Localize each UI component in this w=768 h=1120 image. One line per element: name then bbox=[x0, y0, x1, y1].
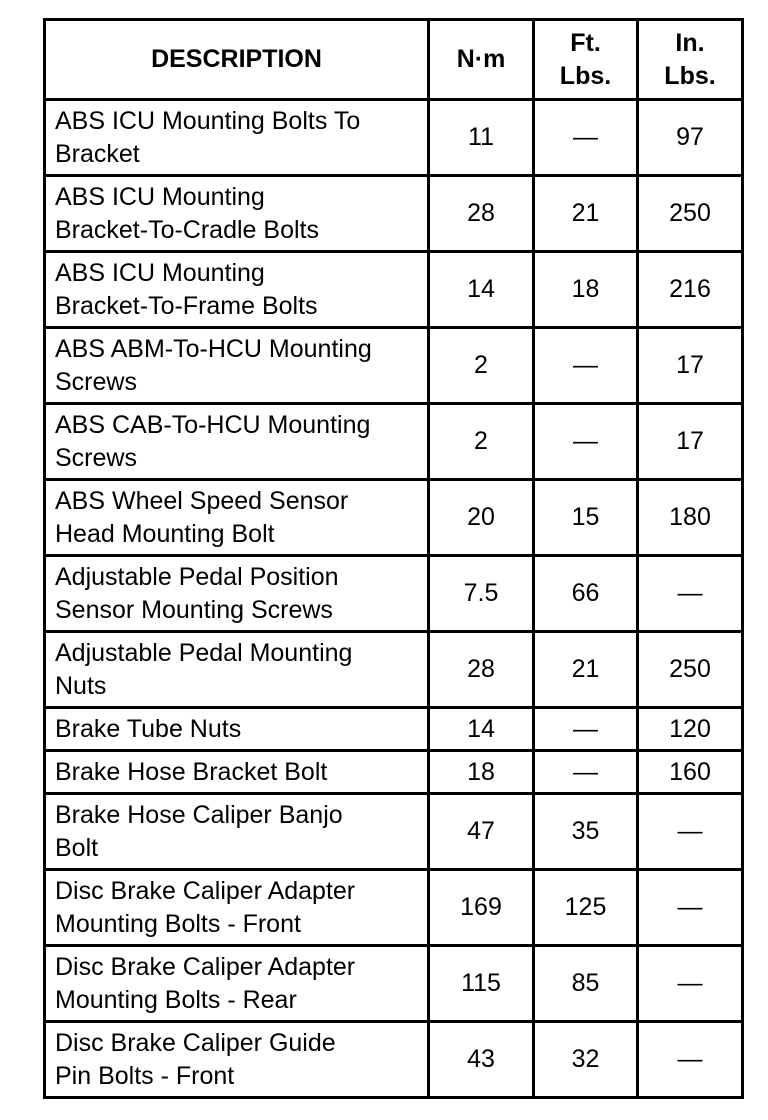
table-row bbox=[45, 946, 743, 1022]
description-line1: ABS ICU Mounting bbox=[55, 182, 265, 211]
cell-in-lbs: 97 bbox=[638, 100, 743, 176]
description-line2: Bracket-To-Frame Bolts bbox=[55, 291, 318, 320]
description-line2: Head Mounting Bolt bbox=[55, 519, 275, 548]
cell-description bbox=[45, 751, 429, 794]
cell-ft-lbs: 32 bbox=[534, 1022, 638, 1098]
cell-nm: 2 bbox=[429, 328, 534, 404]
cell-in-lbs: 180 bbox=[638, 480, 743, 556]
cell-in-lbs: — bbox=[638, 946, 743, 1022]
cell-ft-lbs: 125 bbox=[534, 870, 638, 946]
column-header-ft-label-line2: Lbs. bbox=[559, 61, 612, 90]
cell-in-lbs: — bbox=[638, 556, 743, 632]
cell-in-lbs: 120 bbox=[638, 708, 743, 751]
description-line1: Disc Brake Caliper Adapter bbox=[55, 876, 356, 905]
cell-nm: 28 bbox=[429, 632, 534, 708]
description-line2: Mounting Bolts - Front bbox=[55, 909, 301, 938]
torque-spec-table bbox=[43, 18, 744, 1099]
cell-description bbox=[45, 100, 429, 176]
cell-description bbox=[45, 870, 429, 946]
cell-ft-lbs: 85 bbox=[534, 946, 638, 1022]
table-row bbox=[45, 328, 743, 404]
cell-in-lbs: 17 bbox=[638, 328, 743, 404]
column-header-description bbox=[45, 20, 429, 100]
description-line1: Adjustable Pedal Position bbox=[55, 562, 339, 591]
cell-in-lbs: 17 bbox=[638, 404, 743, 480]
column-header-nm-label: N·m bbox=[456, 45, 506, 73]
description-line1: ABS ICU Mounting Bolts To bbox=[55, 106, 361, 135]
cell-ft-lbs: — bbox=[534, 100, 638, 176]
cell-description bbox=[45, 1022, 429, 1098]
description-line1: ABS ABM-To-HCU Mounting bbox=[55, 334, 372, 363]
cell-in-lbs: 216 bbox=[638, 252, 743, 328]
cell-description bbox=[45, 946, 429, 1022]
column-header-in-label-line2: Lbs. bbox=[664, 61, 716, 90]
description-line1: Adjustable Pedal Mounting bbox=[55, 638, 353, 667]
description-line1: ABS CAB-To-HCU Mounting bbox=[55, 410, 371, 439]
column-header-description-label: DESCRIPTION bbox=[151, 45, 322, 73]
cell-ft-lbs: 21 bbox=[534, 176, 638, 252]
description-line1: Brake Tube Nuts bbox=[55, 714, 242, 743]
table-row bbox=[45, 252, 743, 328]
description-line1: Brake Hose Caliper Banjo bbox=[55, 800, 343, 829]
column-header-in-label-line1: In. bbox=[675, 28, 705, 57]
table-row bbox=[45, 480, 743, 556]
cell-description bbox=[45, 708, 429, 751]
cell-description bbox=[45, 632, 429, 708]
cell-nm: 2 bbox=[429, 404, 534, 480]
cell-nm: 47 bbox=[429, 794, 534, 870]
cell-in-lbs: — bbox=[638, 794, 743, 870]
cell-nm: 18 bbox=[429, 751, 534, 794]
cell-nm: 7.5 bbox=[429, 556, 534, 632]
table-row bbox=[45, 556, 743, 632]
cell-ft-lbs: 35 bbox=[534, 794, 638, 870]
cell-description bbox=[45, 794, 429, 870]
description-line2: Nuts bbox=[55, 671, 107, 700]
table-header-row bbox=[45, 20, 743, 100]
table-row bbox=[45, 751, 743, 794]
description-line1: ABS ICU Mounting bbox=[55, 258, 265, 287]
cell-in-lbs: — bbox=[638, 870, 743, 946]
table-row bbox=[45, 404, 743, 480]
cell-ft-lbs: 66 bbox=[534, 556, 638, 632]
cell-ft-lbs: 21 bbox=[534, 632, 638, 708]
cell-nm: 14 bbox=[429, 708, 534, 751]
cell-description bbox=[45, 556, 429, 632]
cell-ft-lbs: — bbox=[534, 328, 638, 404]
description-line2: Bracket bbox=[55, 139, 140, 168]
cell-nm: 28 bbox=[429, 176, 534, 252]
cell-ft-lbs: 18 bbox=[534, 252, 638, 328]
cell-description bbox=[45, 252, 429, 328]
cell-ft-lbs: — bbox=[534, 751, 638, 794]
cell-nm: 14 bbox=[429, 252, 534, 328]
cell-ft-lbs: — bbox=[534, 708, 638, 751]
cell-description bbox=[45, 480, 429, 556]
cell-ft-lbs: 15 bbox=[534, 480, 638, 556]
cell-in-lbs: 250 bbox=[638, 176, 743, 252]
cell-in-lbs: — bbox=[638, 1022, 743, 1098]
cell-nm: 43 bbox=[429, 1022, 534, 1098]
column-header-nm bbox=[429, 20, 534, 100]
cell-nm: 115 bbox=[429, 946, 534, 1022]
description-line2: Screws bbox=[55, 443, 137, 472]
description-line2: Bracket-To-Cradle Bolts bbox=[55, 215, 319, 244]
table-row bbox=[45, 176, 743, 252]
description-line2: Bolt bbox=[55, 833, 99, 862]
table-row bbox=[45, 794, 743, 870]
cell-ft-lbs: — bbox=[534, 404, 638, 480]
table-row bbox=[45, 870, 743, 946]
cell-nm: 169 bbox=[429, 870, 534, 946]
cell-description bbox=[45, 404, 429, 480]
table-body bbox=[45, 100, 743, 1098]
description-line2: Screws bbox=[55, 367, 137, 396]
description-line2: Mounting Bolts - Rear bbox=[55, 985, 297, 1014]
description-line1: ABS Wheel Speed Sensor bbox=[55, 486, 349, 515]
table-row bbox=[45, 708, 743, 751]
description-line1: Brake Hose Bracket Bolt bbox=[55, 757, 328, 786]
column-header-ft-lbs bbox=[534, 20, 638, 100]
cell-nm: 11 bbox=[429, 100, 534, 176]
table-row bbox=[45, 632, 743, 708]
description-line1: Disc Brake Caliper Adapter bbox=[55, 952, 356, 981]
cell-description bbox=[45, 176, 429, 252]
column-header-ft-label-line1: Ft. bbox=[570, 28, 601, 57]
column-header-in-lbs bbox=[638, 20, 743, 100]
description-line2: Pin Bolts - Front bbox=[55, 1061, 235, 1090]
description-line1: Disc Brake Caliper Guide bbox=[55, 1028, 336, 1057]
description-line2: Sensor Mounting Screws bbox=[55, 595, 333, 624]
cell-in-lbs: 250 bbox=[638, 632, 743, 708]
cell-in-lbs: 160 bbox=[638, 751, 743, 794]
table-row bbox=[45, 100, 743, 176]
cell-nm: 20 bbox=[429, 480, 534, 556]
table-row bbox=[45, 1022, 743, 1098]
cell-description bbox=[45, 328, 429, 404]
